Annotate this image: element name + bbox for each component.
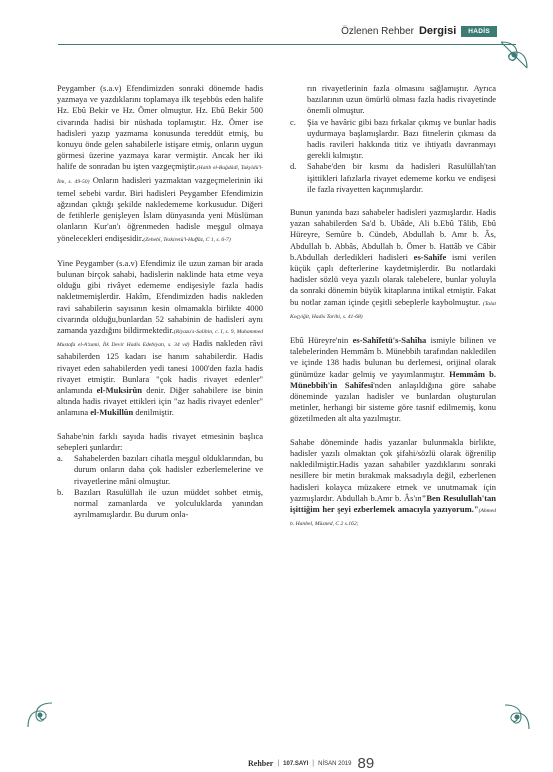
reasons-list-cont xyxy=(290,117,496,195)
paragraph: Peygamber (s.a.v) Efendimizden sonraki dönemde hadis yazmaya ve yazdıklarını toplamaya ilk teşebbüs eden halife Hz. Ebû Bekir ve Hz. Ömer olmuştur. Hz. Ebû Bekir 500 civarında hadisi bir nüshada toplamıştır. Hz. Ömer ise hadisleri yazıp yazmama konusunda tereddüt etmiş, bu konuyu önde gelen sahabilerle istişare etmiş, onların uygun görmesi üzerine yazmaya karar vermiştir. Ancak her iki halife de sonradan bu işten vazgeçmiştir.(Hatib el-Bağdâdî, Takyîdü'l-İlm, s. 49-50) Onların hadisleri yazmaktan vazgeçmelerinin iki temel sebebi vardır. Biri hadisleri Peygamber Efendimizin ağzından çıktığı şekilde nakledememe korkusudur. Diğeri de fetihlerle genişleyen İslam dünyasında yeni Müslüman olanların Kur'an'ı öğrenmeden hadisle meşgul olmaya yönelecekleri endişesidir.(Zehebî, Tezkiretü'l-Huffâz, C 1, s. 6-7) xyxy=(57,83,264,243)
corner-ornament-icon xyxy=(24,699,56,731)
list-continuation: rın rivayetlerinin fazla olmasını sağlamıştır. Ayrıca bazılarının uzun ömürlü olması fazla hadis rivayetinde önemli olmuştur. xyxy=(307,83,496,116)
citation: (Hatib el-Bağdâdî, Takyîdü'l-İlm, s. 49-50) xyxy=(57,165,263,185)
list-item: d. Sahabe'den bir kısmı da hadisleri Rasulüllah'tan işittikleri lafızlarla rivayet edememe korku ve endişesi ile fazla rivayetten kaçınmışlardır. xyxy=(290,161,496,194)
right-column xyxy=(290,83,496,542)
page-number: 89 xyxy=(357,755,375,772)
paragraph: Yine Peygamber (s.a.v) Efendimiz ile uzun zaman bir arada bulunan birçok sahabi, hadislerin naklinde hata etme veya olduğu gibi rivâyet edememe endişesiyle fazla hadis nakletmemişlerdir. Hakîm, Efendimizden hadis nakleden ravi sahabilerin sayısının kesin olmamakla birlikte 4000 civarında olduğu,bunlardan 52 sahabinin de hadisleri aynı zamanda yazdığını bildirmektedir.(Riyazu's-Salihin, c. I, s. 9, Muhammed Mustafa el-A'zami, İlk Devir Hadis Edebiyatı, s. 34 vd) Hadis nakleden râvi sahabilerden 125 kadarı ise hanım sahabilerdir. Hadis rivayet eden sahabilerden yedi tanesi 1000'den fazla hadis rivayet etmiştir. Bunlara "çok hadis rivayet edenler" anlamında el-Muksirûn denir. Diğer sahabilere ise binin altında hadis rivayet ettikleri için "az hadis rivayet edenler" anlamına el-Mukillûn denilmiştir. xyxy=(57,257,263,418)
magazine-name: Özlenen Rehber xyxy=(341,25,414,37)
list-item: c. Şia ve havâric gibi bazı fırkalar çıkmış ve bunlar hadis uydurmaya başlamışlardır. Bazı fitnelerin çıkması da hadis ravileri hakkında titiz ve ihtiyatlı davranmayı gerekli kılmıştır. xyxy=(290,116,496,161)
issue-number: 107.SAYI xyxy=(283,760,309,767)
page-header xyxy=(341,25,497,37)
header-rule xyxy=(58,44,516,45)
citation: (Talat Koçyiğit, Hadis Tarihi, s. 41-68) xyxy=(290,300,497,320)
citation: (Riyazu's-Salihin, c. I, s. 9, Muhammed Mustafa el-A'zami, İlk Devir Hadis Edebiyatı, s. 34 vd) xyxy=(57,329,263,349)
left-column xyxy=(57,83,263,532)
paragraph: Bunun yanında bazı sahabeler hadisleri yazmışlardır. Hadis yazan sahabilerden Sa'd b. Ubâde, Ali b.Ebû Tâlib, Ebû Hüreyre, Semûre b. Cündeb, Abdullah b. Amr b. Âs, Abdullah b. Abbâs, Abdullah b. Ömer b. Hattâb ve Câbir b.Abdullah derledikleri hadisleri es-Sahîfe ismi verilen küçük çaplı defterlerine kaydetmişlerdir. Bu notlardaki hadisler sözlü veya yazılı olarak talebelere, bunlar yoluyla da sonraki dönemin büyük kitaplarına intikal etmiştir. Fakat bu notlar zaman içinde çeşitli sebeplerle kaybolmuştur. (Talat Koçyiğit, Hadis Tarihi, s. 41-68) xyxy=(290,207,497,320)
section-tag: HADİS xyxy=(461,26,497,37)
citation: (Zehebî, Tezkiretü'l-Huffâz, C 1, s. 6-7) xyxy=(143,236,231,243)
paragraph: Ebû Hüreyre'nin es-Sahîfetü's-Sahîha ismiyle bilinen ve talebelerinden Hemmâm b. Münebbih tarafından nakledilen ve içinde 138 hadis bulunan bu derlemesi, orijinal olarak günümüze kadar gelmiş ve yayımlanmıştır. Hemmâm b. Münebbih'in Sahîfesi'nden anlaşıldığına göre sahabe döneminde yazılan hadisler ve bunlardan oluşturulan metinler, herhangi bir sisteme göre tasnif edilmemiş, konu gözetilmeden alt alta yazılmıştır. xyxy=(290,335,497,424)
magazine-name-bold: Dergisi xyxy=(418,25,457,37)
paragraph: Sahabe'nin farklı sayıda hadis rivayet etmesinin başlıca sebepleri şunlardır: xyxy=(57,430,263,452)
list-item: b. Bazıları Rasulüllah ile uzun müddet sohbet etmiş, normal zamanlarda ve yolculuklarda yanından ayrılmamışlardır. Bu durum onla- xyxy=(57,486,263,520)
list-item: a. Sahabelerden bazıları cihatla meşgul olduklarından, bu durum onların daha çok hadisler ezberlemelerine ve rivayetlerine mâni olmuştur. xyxy=(57,453,263,486)
corner-ornament-icon xyxy=(501,701,533,733)
paragraph: Sahabe döneminde hadis yazanlar bulunmakla birlikte, hadisler yazılı olmaktan çok şifahi/sözlü olarak öğrenilip nakledilmiştir.Hadis yazan sahabiler yazdıklarını sonraki nesillere bir metin bırakmak maksadıyla değil, ezberlenen hadisleri kolayca müzakere etmek ve unutmamak için yazmışlardır. Abdullah b.Amr b. Âs'ın"Ben Resulullah'tan işittiğim her şeyi ezberlemek amacıyla yazıyorum."(Ahmed b. Hanbel, Müsned, C 2 s.162; xyxy=(290,436,496,528)
citation: (Ahmed b. Hanbel, Müsned, C 2 s.162; xyxy=(290,507,496,528)
reasons-list xyxy=(57,453,263,520)
corner-ornament-icon xyxy=(497,38,531,72)
footer-brand: Rehber xyxy=(248,759,274,768)
page-footer: Rehber | 107.SAYI | NİSAN 2019 89 xyxy=(248,755,375,772)
issue-date: NİSAN 2019 xyxy=(318,760,352,767)
